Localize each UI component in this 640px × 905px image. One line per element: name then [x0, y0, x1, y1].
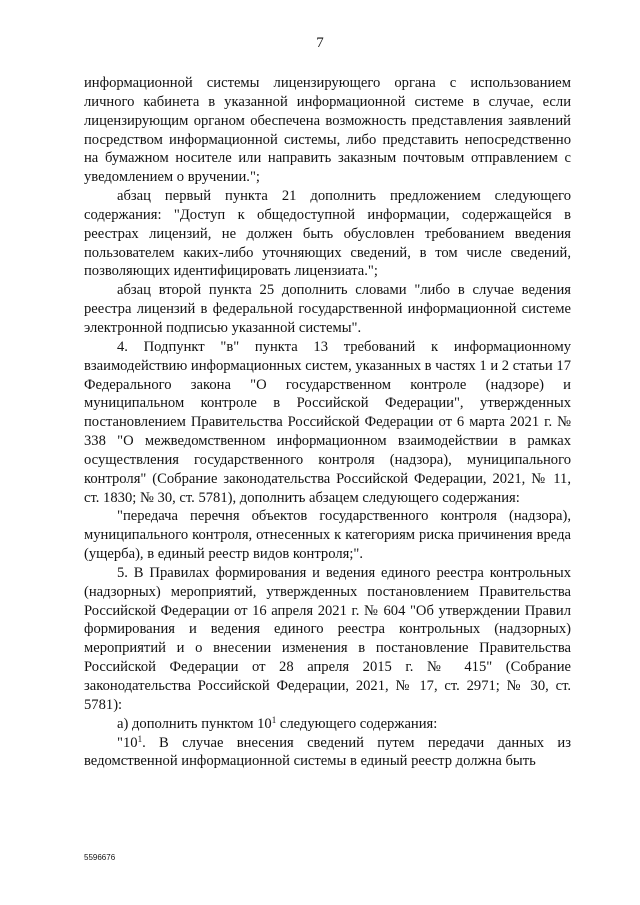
- document-body: [84, 74, 571, 771]
- paragraph-continuation: информационной системы лицензирующего органа с использованием личного кабинета в указанной информационной системе в случае, если лицензирующим органом обеспечена возможность представления заявлений посредством информационной системы, либо представить непосредственно на бумажном носителе или направить заказным почтовым отправлением с уведомлением о вручении.";: [84, 75, 571, 186]
- paragraph-clause-21: абзац первый пункта 21 дополнить предложением следующего содержания: "Доступ к общедоступной информации, содержащейся в реестрах лицензий, не должен быть обусловлен требованием введения пользователем каких-либо уточняющих сведений, в том числе сведений, позволяющих идентифицировать лицензиата.";: [84, 188, 571, 280]
- paragraph-subitem-a: [84, 715, 571, 734]
- paragraph-item-4: 4. Подпункт "в" пункта 13 требований к информационному взаимодействию информационных систем, указанных в частях 1 и 2 статьи 17 Федерального закона "О государственном контроле (надзоре) и муниципальном контроле в Российской Федерации", утвержденных постановлением Правительства Российской Федерации от 6 марта 2021 г. № 338 "О межведомственном информационном взаимодействии в рамках осуществления государственного контроля (надзора), муниципального контроля" (Собрание законодательства Российской Федерации, 2021, № 11, ст. 1830; № 30, ст. 5781), дополнить абзацем следующего содержания:: [84, 338, 571, 506]
- text-fragment: "10: [117, 734, 138, 751]
- superscript: 1: [271, 714, 277, 725]
- paragraph-quote-transfer: "передача перечня объектов государственного контроля (надзора), муниципального контроля, отнесенных к категориям риска причинения вреда (ущерба), в единый реестр видов контроля;".: [84, 508, 571, 563]
- text-fragment: . В случае внесения сведений путем передачи данных из ведомственной информационной системы в единый реестр должна быть: [84, 734, 571, 770]
- paragraph-clause-25: абзац второй пункта 25 дополнить словами "либо в случае ведения реестра лицензий в федеральной государственной информационной системе электронной подписью указанной системы".: [84, 282, 571, 336]
- text-fragment: а) дополнить пунктом 10: [117, 715, 272, 732]
- page-number: 7: [316, 35, 324, 51]
- document-id: 5596676: [84, 853, 116, 862]
- superscript: 1: [137, 733, 143, 744]
- paragraph-clause-10-1: [84, 734, 571, 772]
- paragraph-item-5: 5. В Правилах формирования и ведения единого реестра контрольных (надзорных) мероприятий, утвержденных постановлением Правительства Российской Федерации от 16 апреля 2021 г. № 604 "Об утверждении Правил формирования и ведения единого реестра контрольных (надзорных) мероприятий и о внесении изменения в постановление Правительства Российской Федерации от 28 апреля 2015 г. № 415" (Собрание законодательства Российской Федерации, 2021, № 17, ст. 2971; № 30, ст. 5781):: [84, 564, 571, 713]
- text-fragment: следующего содержания:: [276, 715, 438, 732]
